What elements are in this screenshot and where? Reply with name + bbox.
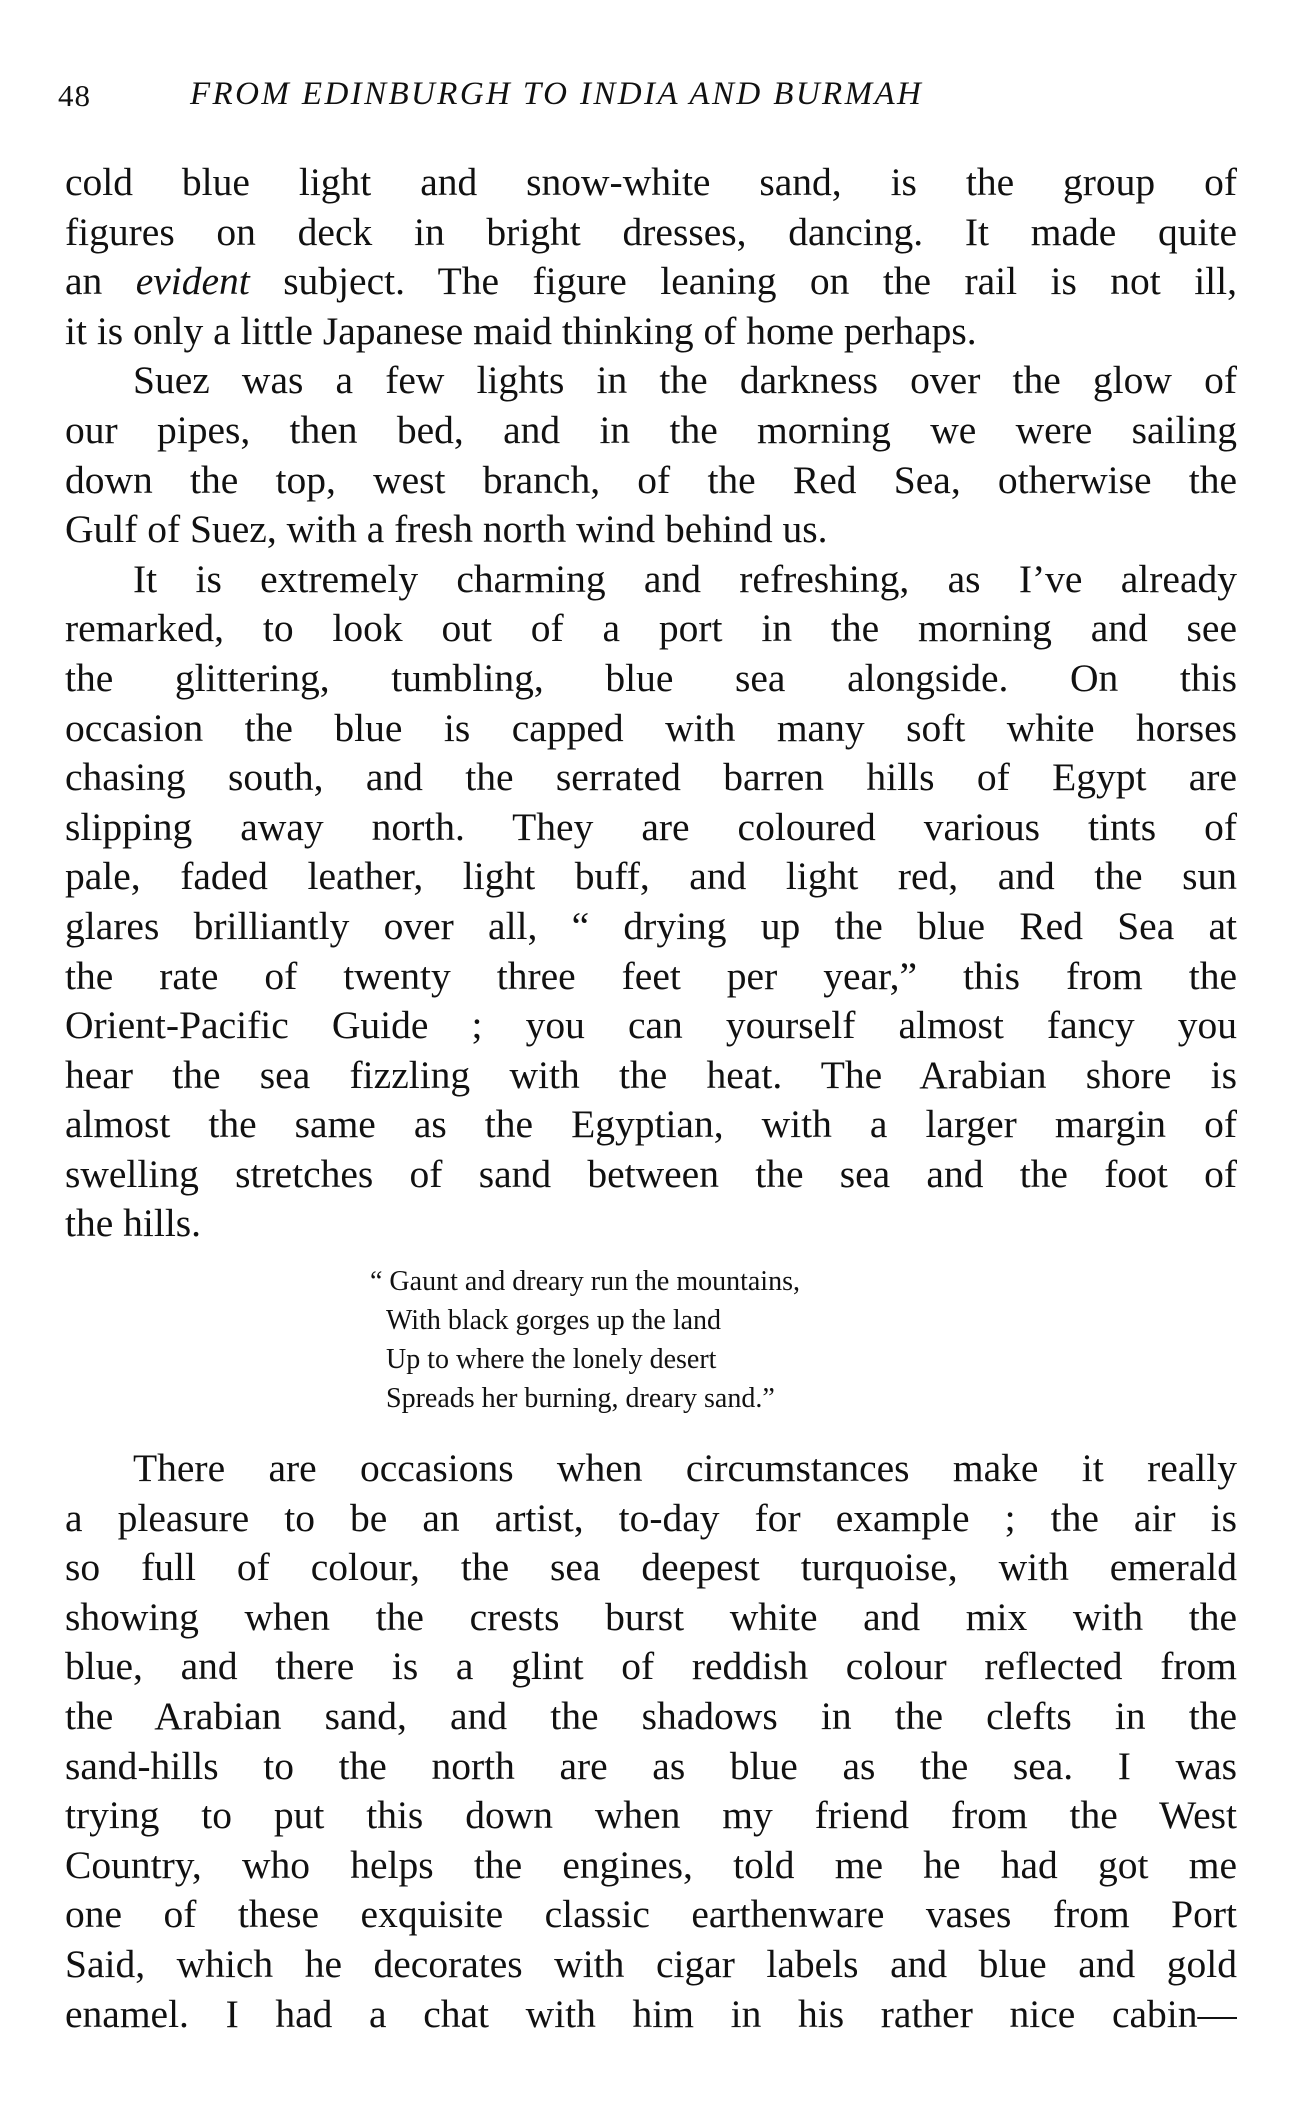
text-line: figures on deck in bright dresses, dancing. It made quite — [65, 209, 1237, 254]
text-line: the glittering, tumbling, blue sea alongside. On this — [65, 655, 1237, 700]
paragraph-block-2 — [65, 1444, 1237, 2039]
text-line: cold blue light and snow-white sand, is the group of — [65, 160, 1237, 204]
text-line: the hills. — [65, 1201, 202, 1246]
text-line: swelling stretches of sand between the sea and the foot of — [65, 1151, 1237, 1196]
poem-line: “ Gaunt and dreary run the mountains, — [370, 1266, 800, 1297]
text-line: remarked, to look out of a port in the morning and see — [65, 606, 1237, 651]
text-line-with-italic — [65, 257, 1237, 307]
text-run: an — [65, 259, 103, 304]
text-line: a pleasure to be an artist, to-day for example ; the air is — [65, 1495, 1237, 1540]
text-line: so full of colour, the sea deepest turquoise, with emerald — [65, 1545, 1237, 1590]
text-line: down the top, west branch, of the Red Sea, otherwise the — [65, 457, 1237, 502]
italic-word: evident — [135, 259, 250, 304]
text-line: occasion the blue is capped with many soft white horses — [65, 705, 1237, 750]
poem-line: With black gorges up the land — [386, 1305, 722, 1336]
text-line: trying to put this down when my friend from the West — [65, 1793, 1237, 1838]
poem-quotation — [370, 1262, 930, 1418]
text-line: enamel. I had a chat with him in his rather nice cabin— — [65, 1991, 1237, 2036]
text-line: Said, which he decorates with cigar labels and blue and gold — [65, 1941, 1237, 1986]
text-line: glares brilliantly over all, “ drying up the blue Red Sea at — [65, 903, 1237, 948]
text-line: hear the sea fizzling with the heat. The Arabian shore is — [65, 1052, 1237, 1097]
text-line: sand-hills to the north are as blue as the sea. I was — [65, 1743, 1237, 1788]
text-line: Suez was a few lights in the darkness over the glow of — [133, 358, 1237, 403]
text-line: one of these exquisite classic earthenware vases from Port — [65, 1892, 1237, 1937]
text-line: showing when the crests burst white and mix with the — [65, 1594, 1237, 1639]
poem-line: Up to where the lonely desert — [386, 1344, 717, 1375]
text-line: the rate of twenty three feet per year,” this from the — [65, 953, 1237, 998]
text-line: blue, and there is a glint of reddish colour reflected from — [65, 1644, 1237, 1689]
text-line: almost the same as the Egyptian, with a larger margin of — [65, 1102, 1237, 1147]
poem-line: Spreads her burning, dreary sand.” — [386, 1383, 775, 1414]
text-line: the Arabian sand, and the shadows in the clefts in the — [65, 1693, 1237, 1738]
text-line: It is extremely charming and refreshing, as I’ve already — [133, 556, 1237, 601]
text-line: There are occasions when circumstances make it really — [133, 1446, 1237, 1490]
text-line: it is only a little Japanese maid thinking of home perhaps. — [65, 308, 977, 353]
text-line: Gulf of Suez, with a fresh north wind behind us. — [65, 507, 828, 552]
running-header — [58, 72, 1238, 122]
text-line: chasing south, and the serrated barren hills of Egypt are — [65, 755, 1237, 800]
text-line: our pipes, then bed, and in the morning we were sailing — [65, 407, 1237, 452]
page-number: 48 — [58, 78, 91, 113]
paragraph-block-1 — [65, 158, 1237, 1249]
running-title: FROM EDINBURGH TO INDIA AND BURMAH — [190, 76, 924, 112]
text-line: slipping away north. They are coloured various tints of — [65, 804, 1237, 849]
text-line: Country, who helps the engines, told me he had got me — [65, 1842, 1237, 1887]
text-run: subject. The figure leaning on the rail is not ill, — [283, 259, 1237, 304]
text-line: Orient-Pacific Guide ; you can yourself almost fancy you — [65, 1003, 1237, 1048]
text-line: pale, faded leather, light buff, and light red, and the sun — [65, 854, 1237, 899]
